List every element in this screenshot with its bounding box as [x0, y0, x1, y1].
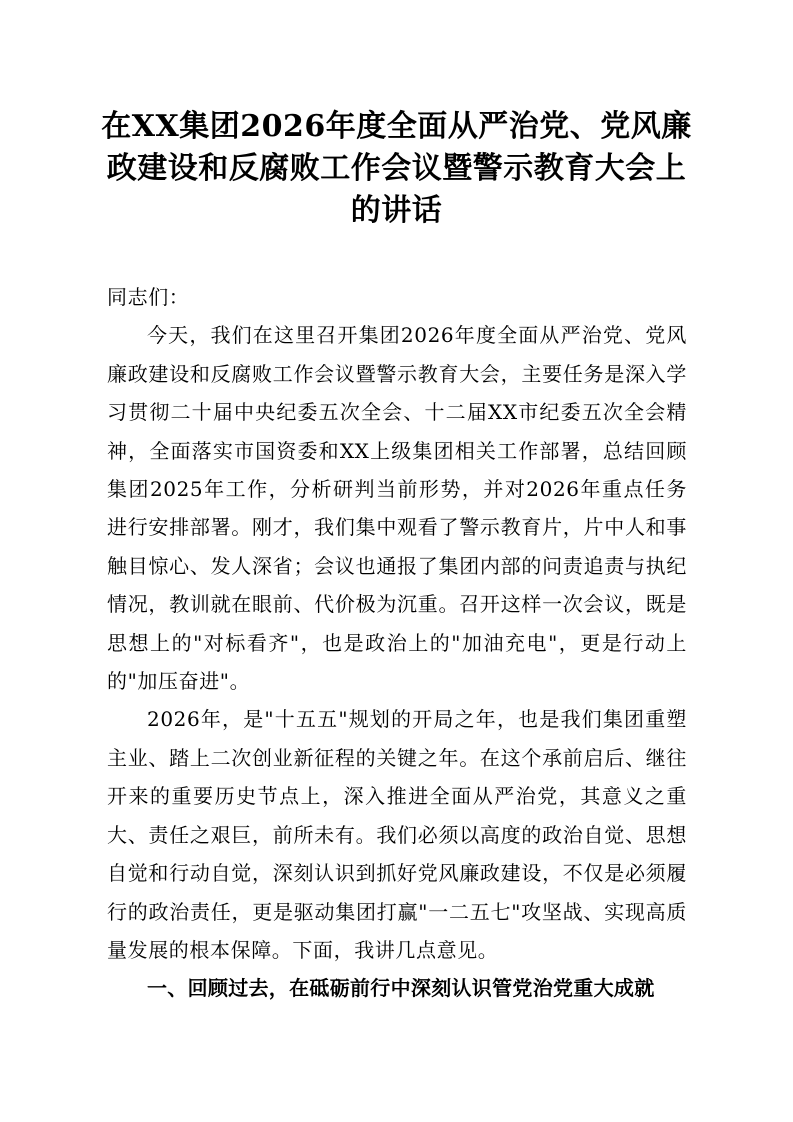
document-title: 在XX集团2026年度全面从严治党、党风廉政建设和反腐败工作会议暨警示教育大会上的讲话: [101, 109, 692, 228]
paragraph-1: 今天，我们在这里召开集团2026年度全面从严治党、党风廉政建设和反腐败工作会议暨警示教育大会，主要任务是深入学习贯彻二十届中央纪委五次全会、十二届XX市纪委五次全会精神，全面落实市国资委和XX上级集团相关工作部署，总结回顾集团2025年工作，分析研判当前形势，并对2026年重点任务进行安排部署。刚才，我们集中观看了警示教育片，片中人和事触目惊心、发人深省；会议也通报了集团内部的问责追责与执纪情况，教训就在眼前、代价极为沉重。召开这样一次会议，既是思想上的"对标看齐"，也是政治上的"加油充电"，更是行动上的"加压奋进"。: [107, 323, 687, 694]
salutation: 同志们：: [107, 285, 190, 309]
section-heading: 一、回顾过去，在砥砺前行中深刻认识管党治党重大成就: [147, 976, 655, 1001]
paragraph-2: 2026年，是"十五五"规划的开局之年，也是我们集团重塑主业、踏上二次创业新征程的关键之年。在这个承前启后、继往开来的重要历史节点上，深入推进全面从严治党，其意义之重大、责任之艰巨，前所未有。我们必须以高度的政治自觉、思想自觉和行动自觉，深刻认识到抓好党风廉政建设，不仅是必须履行的政治责任，更是驱动集团打赢"一二五七"攻坚战、实现高质量发展的根本保障。下面，我讲几点意见。: [107, 707, 687, 962]
document-body: [107, 278, 687, 1008]
